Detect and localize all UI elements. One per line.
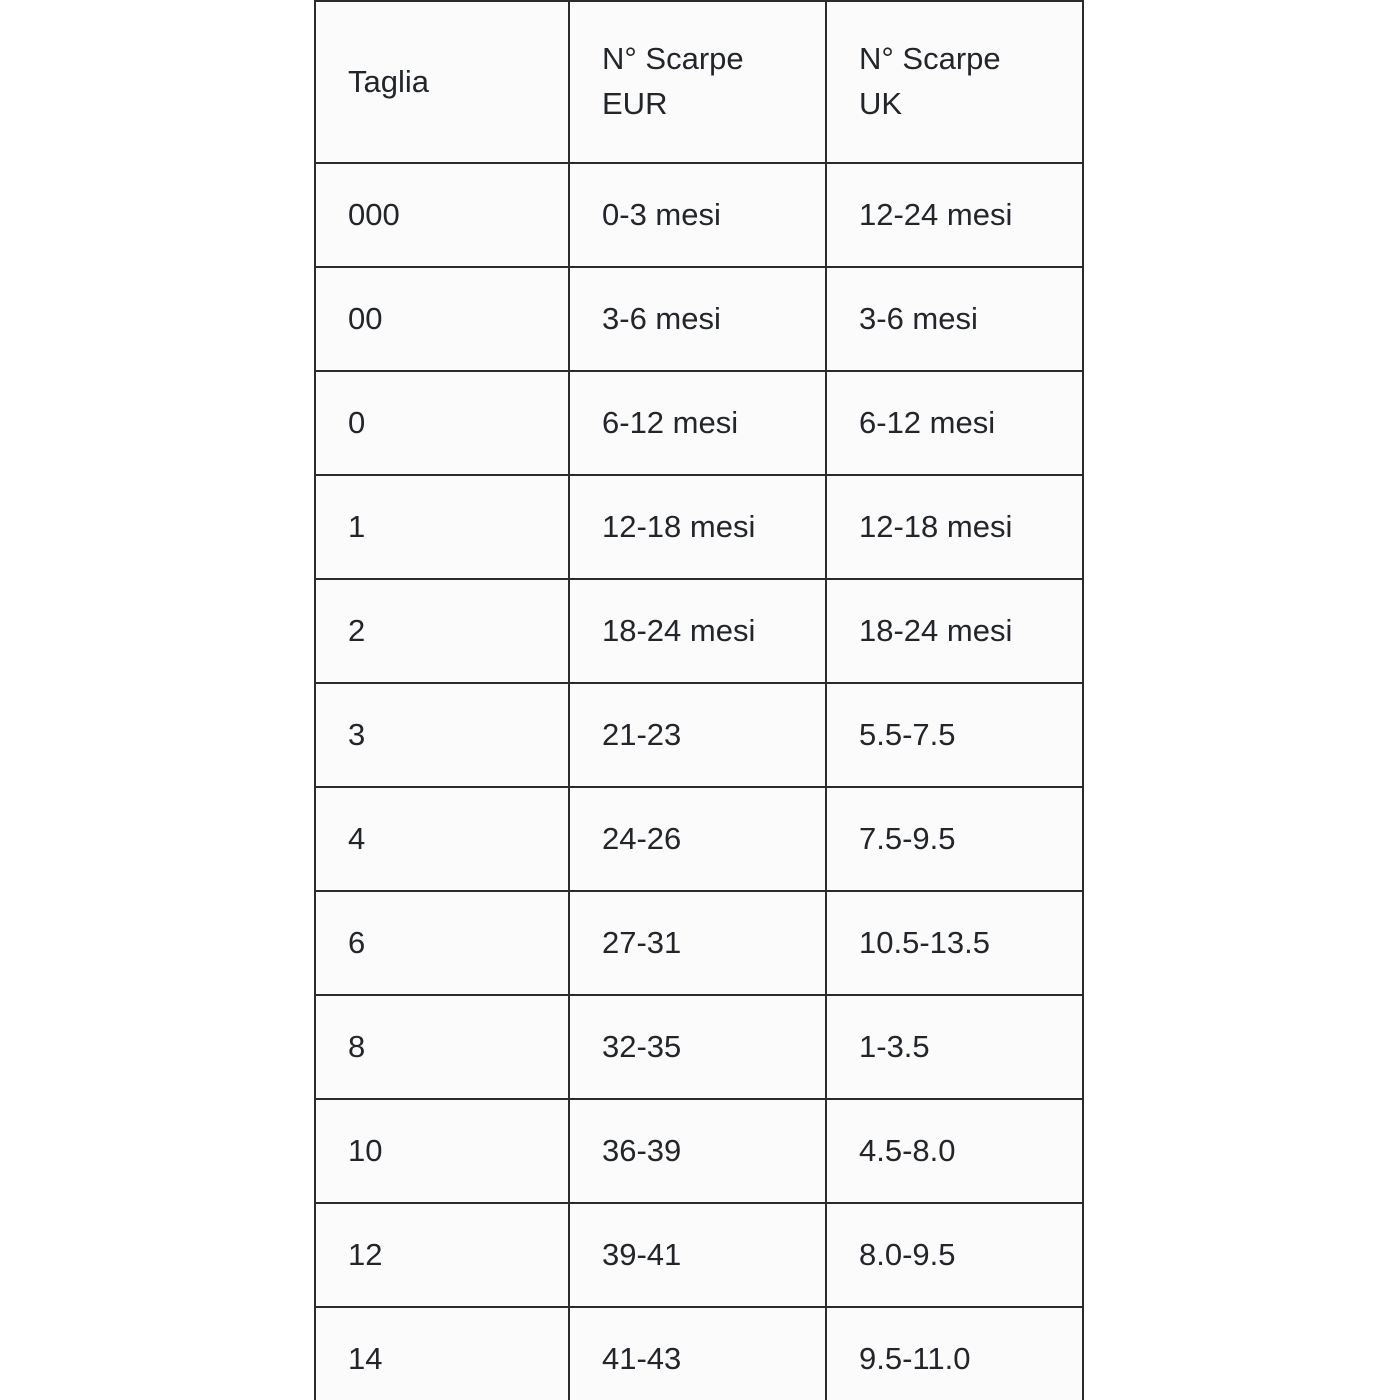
- cell-eur: 6-12 mesi: [569, 371, 826, 475]
- table-row: [315, 163, 1083, 267]
- cell-taglia: 1: [315, 475, 569, 579]
- cell-eur: 32-35: [569, 995, 826, 1099]
- table-row: [315, 995, 1083, 1099]
- cell-taglia: 10: [315, 1099, 569, 1203]
- cell-uk: 7.5-9.5: [826, 787, 1083, 891]
- column-header-taglia: [315, 1, 569, 163]
- table-row: [315, 475, 1083, 579]
- cell-eur: 0-3 mesi: [569, 163, 826, 267]
- cell-eur: 3-6 mesi: [569, 267, 826, 371]
- cell-eur: 12-18 mesi: [569, 475, 826, 579]
- table-row: [315, 891, 1083, 995]
- size-chart-container: [314, 0, 1082, 1400]
- table-row: [315, 1203, 1083, 1307]
- column-header-uk-line-1: N° Scarpe: [859, 41, 1001, 77]
- table-row: [315, 787, 1083, 891]
- shoe-size-table: [314, 0, 1084, 1400]
- cell-uk: 4.5-8.0: [826, 1099, 1083, 1203]
- cell-taglia: 12: [315, 1203, 569, 1307]
- column-header-eur-line-2: EUR: [602, 86, 668, 121]
- table-row: [315, 579, 1083, 683]
- column-header-uk: [826, 1, 1083, 163]
- column-header-eur-line-1: N° Scarpe: [602, 41, 744, 77]
- cell-taglia: 4: [315, 787, 569, 891]
- cell-eur: 36-39: [569, 1099, 826, 1203]
- column-header-eur: [569, 1, 826, 163]
- table-header-row: [315, 1, 1083, 163]
- cell-uk: 3-6 mesi: [826, 267, 1083, 371]
- cell-uk: 5.5-7.5: [826, 683, 1083, 787]
- table-row: [315, 683, 1083, 787]
- cell-taglia: 8: [315, 995, 569, 1099]
- cell-eur: 24-26: [569, 787, 826, 891]
- cell-eur: 27-31: [569, 891, 826, 995]
- cell-uk: 12-24 mesi: [826, 163, 1083, 267]
- cell-taglia: 2: [315, 579, 569, 683]
- cell-uk: 12-18 mesi: [826, 475, 1083, 579]
- table-body: [315, 163, 1083, 1400]
- cell-taglia: 0: [315, 371, 569, 475]
- table-row: [315, 371, 1083, 475]
- table-row: [315, 267, 1083, 371]
- cell-taglia: 14: [315, 1307, 569, 1400]
- cell-taglia: 00: [315, 267, 569, 371]
- cell-eur: 18-24 mesi: [569, 579, 826, 683]
- cell-uk: 9.5-11.0: [826, 1307, 1083, 1400]
- cell-uk: 1-3.5: [826, 995, 1083, 1099]
- cell-uk: 6-12 mesi: [826, 371, 1083, 475]
- cell-taglia: 3: [315, 683, 569, 787]
- cell-uk: 8.0-9.5: [826, 1203, 1083, 1307]
- cell-eur: 41-43: [569, 1307, 826, 1400]
- cell-taglia: 000: [315, 163, 569, 267]
- cell-eur: 39-41: [569, 1203, 826, 1307]
- cell-uk: 10.5-13.5: [826, 891, 1083, 995]
- cell-uk: 18-24 mesi: [826, 579, 1083, 683]
- column-header-uk-line-2: UK: [859, 86, 903, 121]
- table-row: [315, 1099, 1083, 1203]
- column-header-taglia-line-1: Taglia: [348, 63, 429, 99]
- table-row: [315, 1307, 1083, 1400]
- cell-eur: 21-23: [569, 683, 826, 787]
- cell-taglia: 6: [315, 891, 569, 995]
